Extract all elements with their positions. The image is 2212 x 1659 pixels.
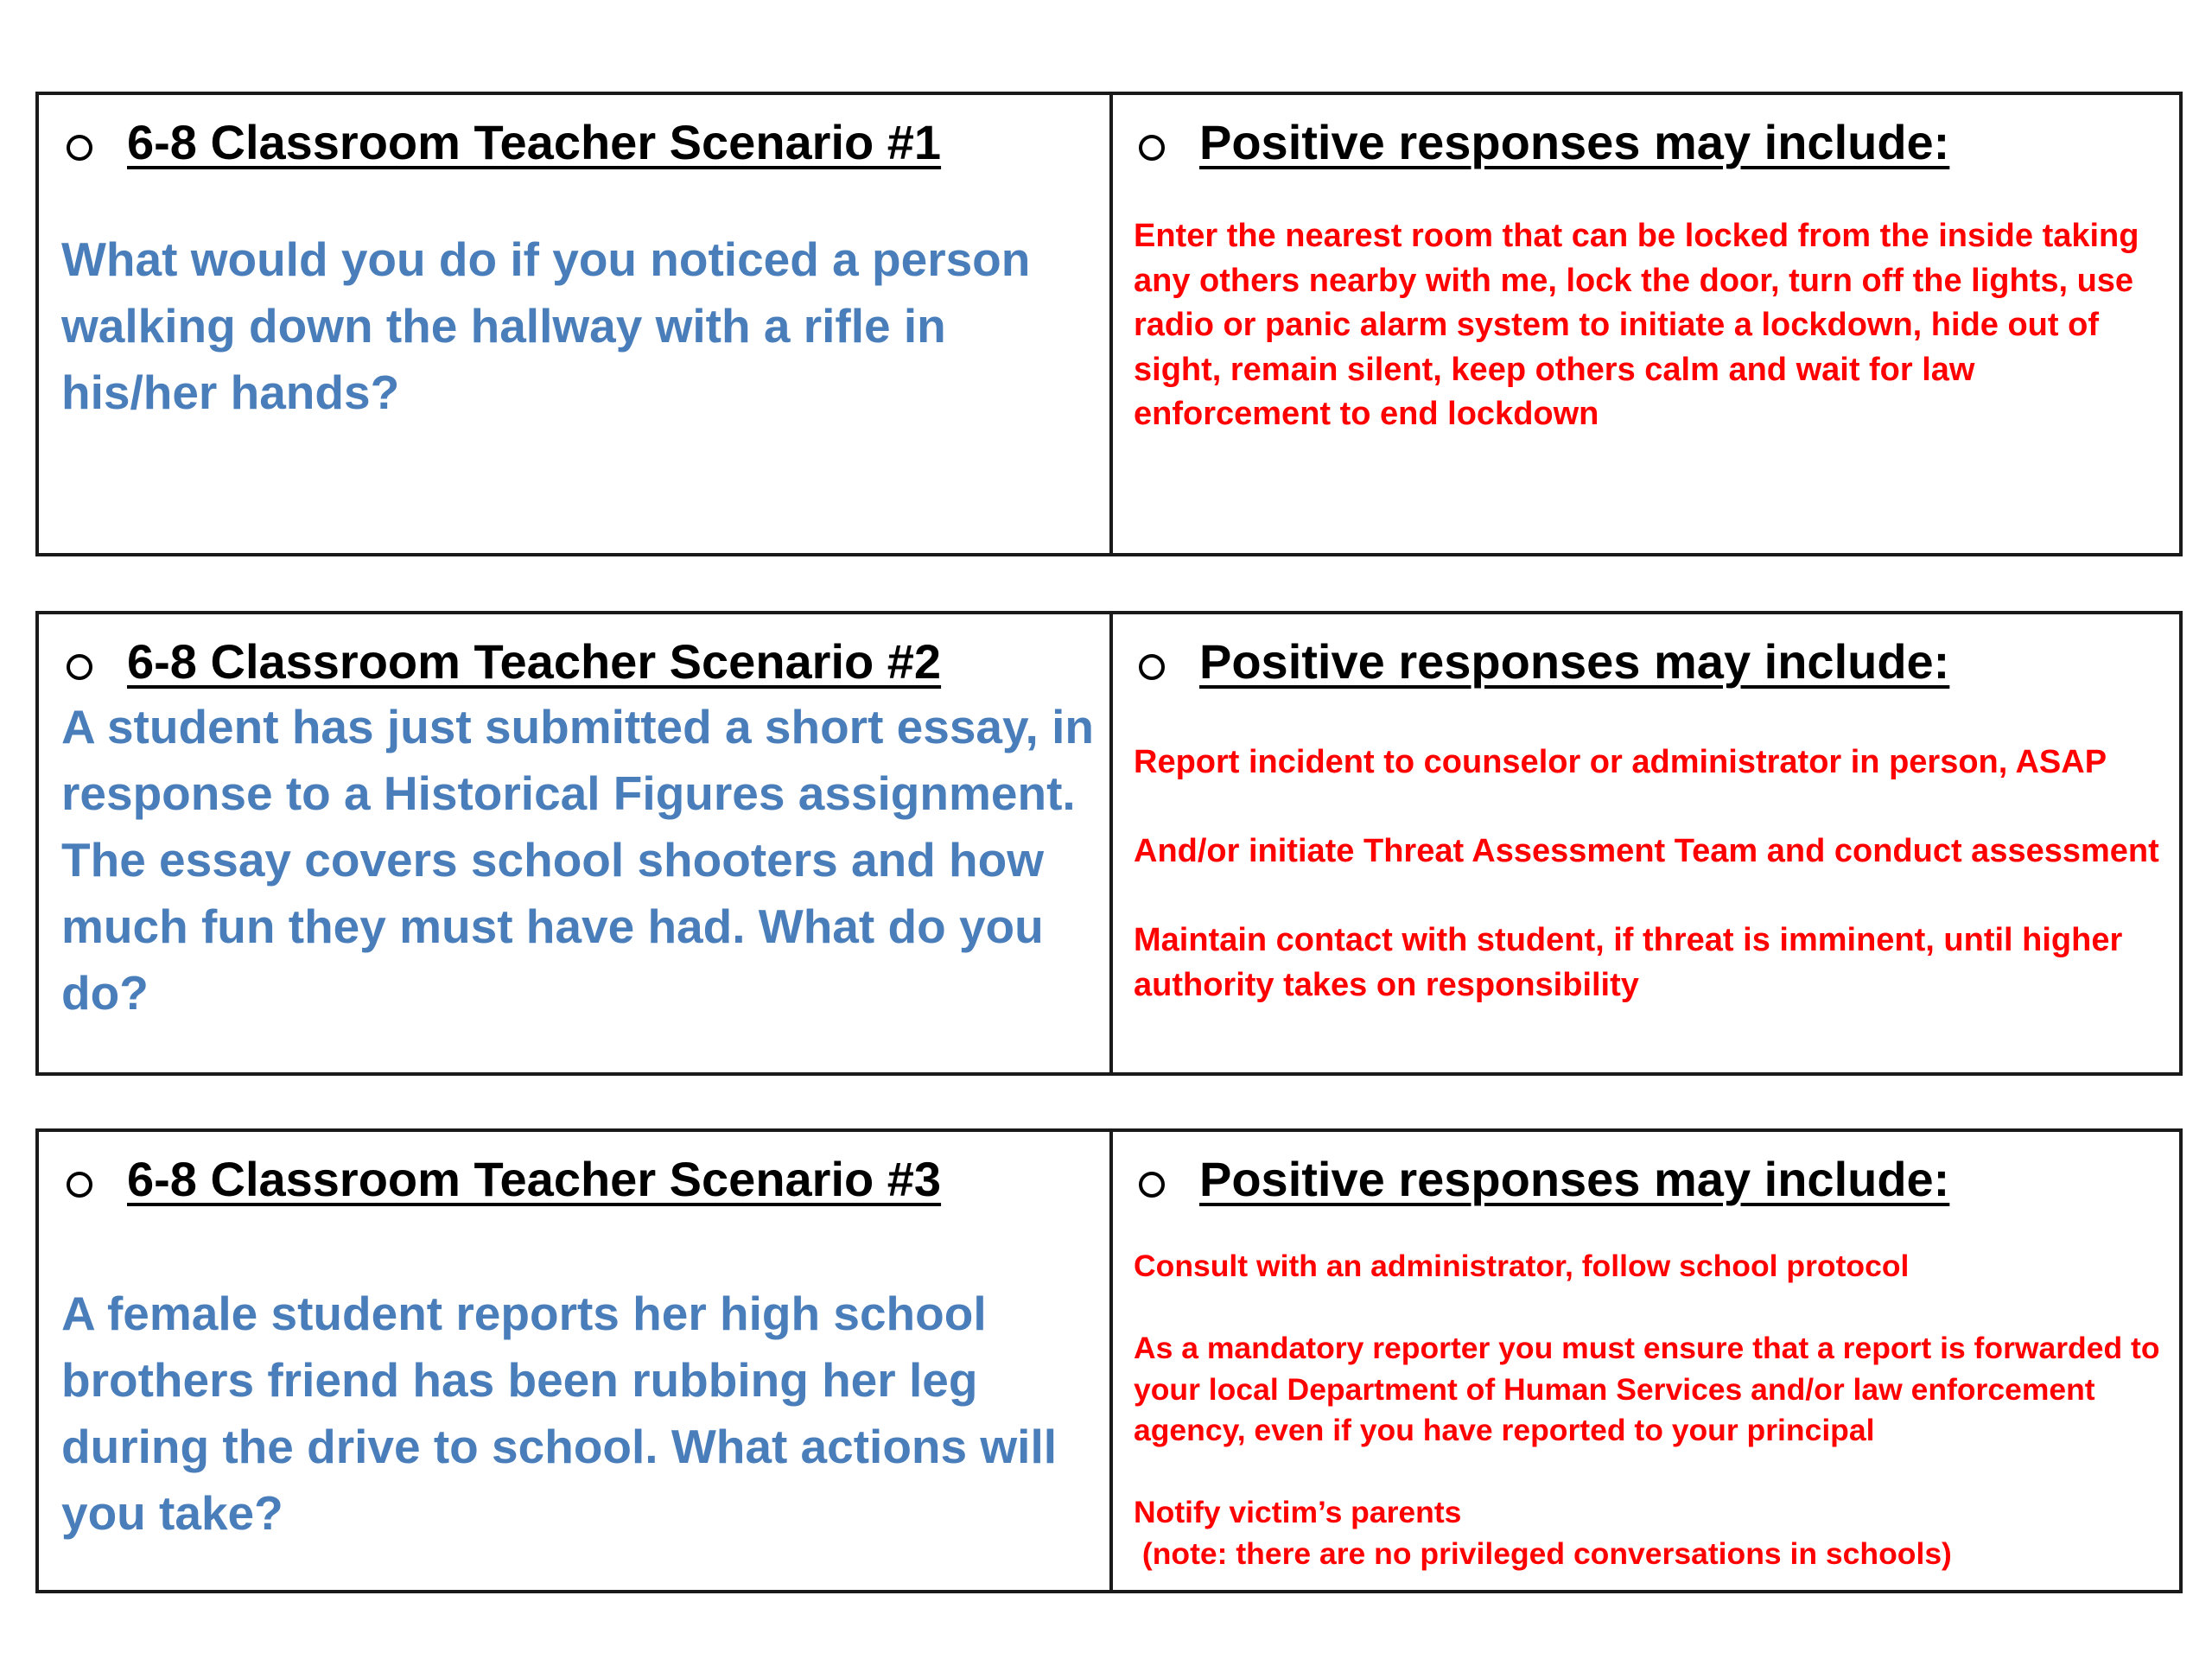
response-item: Notify victim’s parents	[1134, 1495, 1462, 1529]
response-item: Enter the nearest room that can be locked from the inside taking any others nearby with me, lock the door, turn off the lights, use radio or panic alarm system to initiate a lockdown, hide out of sight, remain silent, keep others calm and wait for law enforcement to end lockdown	[1134, 218, 2139, 432]
responses-heading-row	[1134, 1149, 2164, 1208]
responses-heading-row	[1134, 632, 2164, 690]
scenario-question-cell	[39, 95, 1113, 553]
scenario-question-cell	[39, 1132, 1113, 1590]
hollow-bullet-icon	[1139, 135, 1165, 161]
scenario-responses-cell	[1113, 95, 2179, 553]
scenario-responses-cell	[1113, 614, 2179, 1072]
hollow-bullet-icon	[1139, 654, 1165, 680]
scenario-title: 6-8 Classroom Teacher Scenario #2	[127, 633, 942, 689]
hollow-bullet-icon	[67, 654, 92, 680]
responses-heading: Positive responses may include:	[1199, 114, 1950, 169]
scenario-title: 6-8 Classroom Teacher Scenario #3	[127, 1151, 942, 1206]
responses-list	[1134, 214, 2164, 437]
scenario-question-cell	[39, 614, 1113, 1072]
hollow-bullet-icon	[67, 1172, 92, 1198]
scenario-question: A female student reports her high school brothers friend has been rubbing her leg during the drive to school. What actions will you take?	[61, 1287, 1058, 1540]
response-item: Consult with an administrator, follow school protocol	[1134, 1249, 1910, 1283]
scenario-title: 6-8 Classroom Teacher Scenario #1	[127, 114, 942, 169]
scenario-card-3	[35, 1128, 2183, 1593]
scenario-question: What would you do if you noticed a person walking down the hallway with a rifle in his/her hands?	[61, 232, 1031, 419]
response-item: Report incident to counselor or administrator in person, ASAP	[1134, 744, 2107, 780]
scenario-card-1	[35, 92, 2183, 556]
responses-list	[1134, 741, 2164, 1007]
hollow-bullet-icon	[67, 135, 92, 161]
response-item: Maintain contact with student, if threat is imminent, until higher authority takes on responsibility	[1134, 922, 2123, 1003]
response-item: And/or initiate Threat Assessment Team and conduct assessment	[1134, 833, 2159, 869]
scenario-heading-row	[61, 632, 1094, 690]
scenario-heading-row	[61, 1149, 1094, 1208]
responses-heading: Positive responses may include:	[1199, 633, 1950, 689]
response-item: As a mandatory reporter you must ensure that a report is forwarded to your local Department of Human Services and/or law enforcement agency, even if you have reported to your principal	[1134, 1331, 2160, 1447]
response-note: (note: there are no privileged conversations in schools)	[1134, 1535, 1952, 1571]
scenario-heading-row	[61, 112, 1094, 171]
scenario-responses-cell	[1113, 1132, 2179, 1590]
responses-list	[1134, 1246, 2164, 1574]
scenario-question: A student has just submitted a short essay, in response to a Historical Figures assignment. The essay covers school shooters and how much fun they must have had. What do you do?	[61, 700, 1094, 1020]
responses-heading-row	[1134, 112, 2164, 171]
responses-heading: Positive responses may include:	[1199, 1151, 1950, 1206]
scenario-card-2	[35, 611, 2183, 1076]
hollow-bullet-icon	[1139, 1172, 1165, 1198]
